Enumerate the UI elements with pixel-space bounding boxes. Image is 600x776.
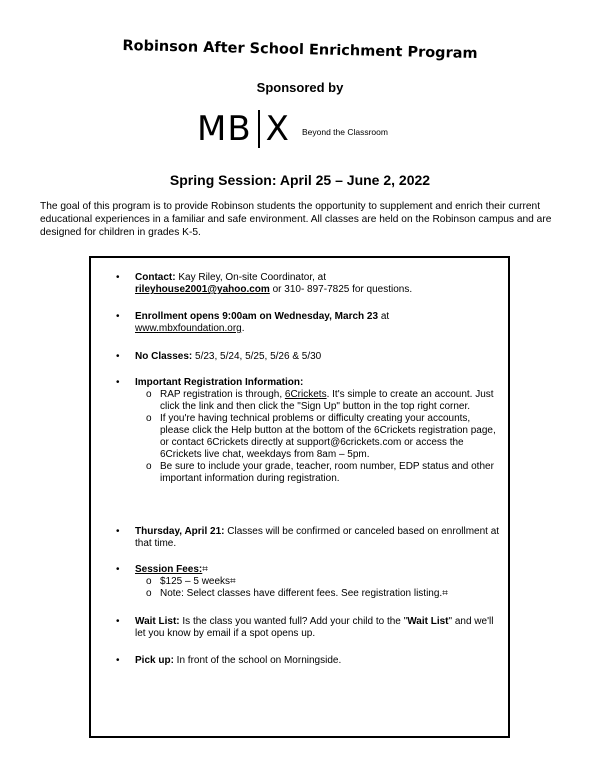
pickup-label: Pick up: <box>135 655 174 666</box>
session-dates-heading: Spring Session: April 25 – June 2, 2022 <box>169 172 431 188</box>
intro-paragraph: The goal of this program is to provide Robinson students the opportunity to supplement and enrich their current educational experiences in a familiar and safe environment. All classes are held on the Robinson campus and are designed for children in grades K-5. <box>40 201 552 238</box>
no-classes-label: No Classes: <box>135 351 193 362</box>
sub-bullet-icon: o <box>146 389 152 400</box>
pickup-text: In front of the school on Morningside. <box>173 655 342 666</box>
wait-list-text: Is the class you wanted full? Add your child to the " <box>179 616 408 627</box>
wait-list-text-2: " and we'll let you know by email if a spot opens up. <box>135 616 494 639</box>
fee-amount: $125 – 5 weeks⌗ <box>160 576 236 587</box>
sponsored-by-heading: Sponsored by <box>256 80 344 95</box>
fee-note: Note: Select classes have different fees. See registration listing.⌗ <box>160 588 448 599</box>
sub-bullet-icon: o <box>146 588 152 599</box>
sub-bullet-icon: o <box>146 576 152 587</box>
pickup-item <box>116 655 500 667</box>
sub-bullet-icon: o <box>146 461 152 472</box>
bullet-icon: • <box>116 272 120 283</box>
session-fees-label: Session Fees: <box>135 564 203 575</box>
thursday-label: Thursday, April 21: <box>135 526 225 537</box>
logo-right-letter: X <box>265 109 290 149</box>
logo-left-letters: MB <box>197 109 252 149</box>
contact-text: Kay Riley, On-site Coordinator, at <box>175 272 326 283</box>
info-box <box>89 256 510 738</box>
enrollment-label: Enrollment opens 9:00am on Wednesday, March 23 <box>135 311 379 322</box>
session-fees-item <box>116 564 500 600</box>
bullet-icon: • <box>116 655 120 666</box>
registration-subitem <box>147 461 500 485</box>
6crickets-link[interactable]: 6Crickets <box>284 389 327 400</box>
registration-subitem <box>147 413 500 461</box>
wait-list-label: Wait List: <box>135 616 180 627</box>
contact-email-link[interactable]: rileyhouse2001@yahoo.com <box>135 284 270 295</box>
bullet-icon: • <box>116 351 120 362</box>
logo-tagline: Beyond the Classroom <box>301 127 388 137</box>
thursday-text: Classes will be confirmed or canceled based on enrollment at that time. <box>135 526 500 549</box>
program-title: Robinson After School Enrichment Program <box>122 37 478 63</box>
registration-item <box>116 377 500 485</box>
contact-phone-text: or 310- 897-7825 for questions. <box>269 284 413 295</box>
registration-sub-text: Be sure to include your grade, teacher, room number, EDP status and other important information during registration. <box>160 461 494 484</box>
bullet-icon: • <box>116 377 120 388</box>
no-classes-dates: 5/23, 5/24, 5/25, 5/26 & 5/30 <box>192 351 322 362</box>
fees-subitem <box>147 588 500 600</box>
sub-bullet-icon: o <box>146 413 152 424</box>
enrollment-period: . <box>241 323 245 334</box>
fees-subitem <box>147 576 500 588</box>
mbx-logo <box>197 106 388 152</box>
contact-label: Contact: <box>135 272 176 283</box>
mbx-foundation-link[interactable]: www.mbxfoundation.org <box>135 323 242 334</box>
session-fees-mark: ⌗ <box>202 564 208 575</box>
bullet-icon: • <box>116 564 120 575</box>
registration-sub-text: If you're having technical problems or difficulty creating your accounts, please click the Help button at the bottom of the 6Crickets registration page, or contact 6Crickets directly at support@6crickets.com or access the 6Crickets live chat, weekdays from 8am – 5pm. <box>160 413 496 460</box>
registration-subitem <box>147 389 500 413</box>
bullet-icon: • <box>116 616 120 627</box>
no-classes-item <box>116 351 500 363</box>
wait-list-bold: Wait List <box>407 616 449 627</box>
registration-label: Important Registration Information: <box>135 377 304 388</box>
contact-item <box>116 272 500 296</box>
logo-divider <box>258 110 260 148</box>
bullet-icon: • <box>116 526 120 537</box>
logo-mark <box>197 110 290 148</box>
enrollment-item <box>116 311 500 335</box>
bullet-icon: • <box>116 311 120 322</box>
enrollment-text: at <box>378 311 390 322</box>
registration-sub-text: . It's simple to create an account. Just click the link and then click the "Sign Up" button in the top right corner. <box>160 389 494 412</box>
wait-list-item <box>116 616 500 640</box>
registration-sub-text: RAP registration is through, <box>160 389 285 400</box>
thursday-item <box>116 526 500 550</box>
